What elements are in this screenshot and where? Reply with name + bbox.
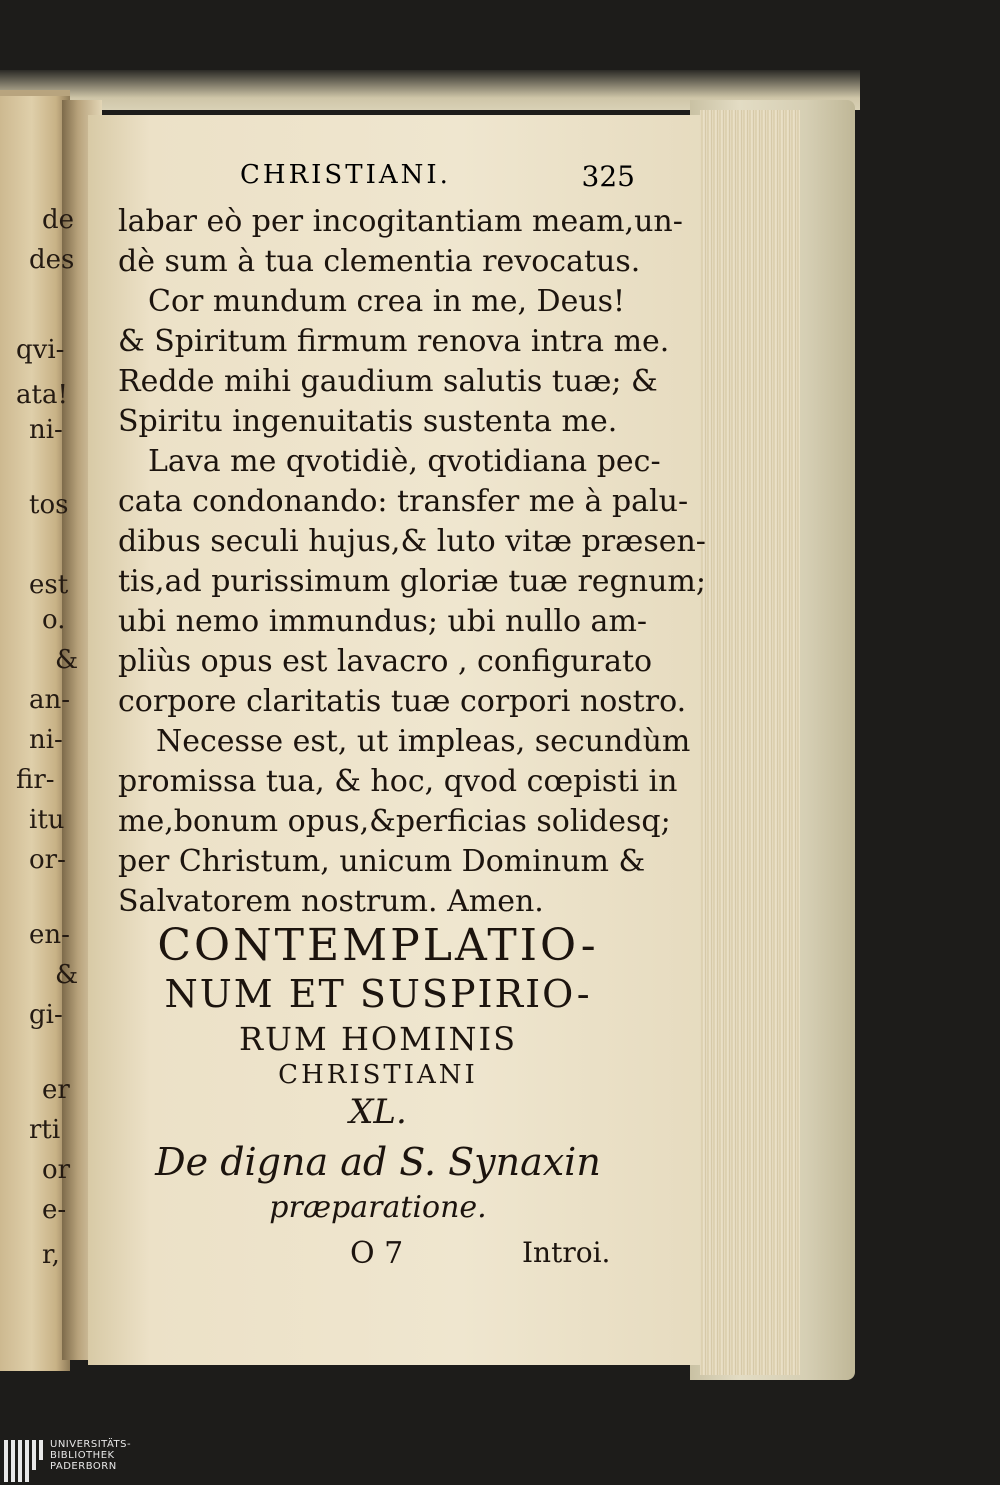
library-logo-line-3: PADERBORN <box>50 1461 117 1472</box>
left-page-fragment: des <box>29 245 75 275</box>
left-page-fragment: tos <box>29 490 69 520</box>
body-line: dibus seculi hujus,& luto vitæ præsen- <box>118 524 706 559</box>
left-page-fragment: de <box>42 205 75 235</box>
library-logo-line-1: UNIVERSITÄTS- <box>50 1439 132 1450</box>
catchword: Introi. <box>522 1236 611 1269</box>
left-page-fragment: er <box>42 1075 70 1105</box>
left-page-fragment: en- <box>29 920 70 950</box>
library-logo-line-2: BIBLIOTHEK <box>50 1450 115 1461</box>
left-page-fragment: ni- <box>29 725 63 755</box>
section-title-line-1: CONTEMPLATIO- <box>157 920 599 971</box>
left-page-fragment: fir- <box>16 765 55 795</box>
body-line: ubi nemo immundus; ubi nullo am- <box>118 604 648 639</box>
body-line: Lava me qvotidiè, qvotidiana pec- <box>148 444 661 479</box>
footer-band <box>0 1435 1000 1485</box>
section-subtitle-1: De digna ad S. Synaxin <box>155 1140 601 1184</box>
library-logo-icon <box>4 1440 44 1482</box>
body-line: Spiritu ingenuitatis sustenta me. <box>118 404 618 439</box>
left-page-fragment: ata! <box>16 380 68 410</box>
left-page-fragment: e- <box>42 1195 67 1225</box>
body-line: me,bonum opus,&perficias solidesq; <box>118 804 671 839</box>
body-line: Redde mihi gaudium salutis tuæ; & <box>118 364 658 399</box>
body-line: per Christum, unicum Dominum & <box>118 844 646 879</box>
running-header <box>240 160 635 200</box>
library-logo-text <box>50 1439 131 1472</box>
section-title-line-2: NUM ET SUSPIRIO- <box>164 972 592 1016</box>
left-page-fragment: rti <box>29 1115 61 1145</box>
left-page-fragment: & <box>55 960 79 990</box>
section-number: XL. <box>349 1092 407 1132</box>
page-edges <box>700 110 800 1375</box>
section-subtitle-2: præparatione. <box>269 1190 487 1225</box>
body-line: pliùs opus est lavacro , configurato <box>118 644 653 679</box>
body-line: promissa tua, & hoc, qvod cœpisti in <box>118 764 678 799</box>
left-page-fragment: or <box>42 1155 71 1185</box>
body-line: corpore claritatis tuæ corpori nostro. <box>118 684 687 719</box>
book-top-edge <box>0 70 860 110</box>
left-page-fragment: gi- <box>29 1000 63 1030</box>
body-line: cata condonando: transfer me à palu- <box>118 484 689 519</box>
body-line: Salvatorem nostrum. Amen. <box>118 884 544 919</box>
left-page-fragment: est <box>29 570 69 600</box>
body-line: Cor mundum crea in me, Deus! <box>148 284 626 319</box>
running-title: CHRISTIANI. <box>240 160 451 190</box>
left-page-fragment: o. <box>42 605 66 635</box>
left-page-fragment: ni- <box>29 415 63 445</box>
left-page-fragment: & <box>55 645 79 675</box>
section-title-line-3: RUM HOMINIS <box>238 1020 518 1058</box>
left-page-fragment: qvi- <box>16 335 65 365</box>
body-line: & Spiritum firmum renova intra me. <box>118 324 670 359</box>
body-line: Necesse est, ut impleas, secundùm <box>156 724 691 759</box>
body-line: tis,ad purissimum gloriæ tuæ regnum; <box>118 564 706 599</box>
left-page-fragment: an- <box>29 685 71 715</box>
left-page-fragment: itu <box>29 805 65 835</box>
left-page-fragment: or- <box>29 845 66 875</box>
page-number: 325 <box>581 160 635 193</box>
section-title-line-4: CHRISTIANI <box>278 1060 478 1090</box>
signature-mark: O 7 <box>350 1236 404 1271</box>
left-page-fragment: r, <box>42 1240 60 1270</box>
body-line: dè sum à tua clementia revocatus. <box>118 244 641 279</box>
body-line: labar eò per incogitantiam meam,un- <box>118 204 683 239</box>
